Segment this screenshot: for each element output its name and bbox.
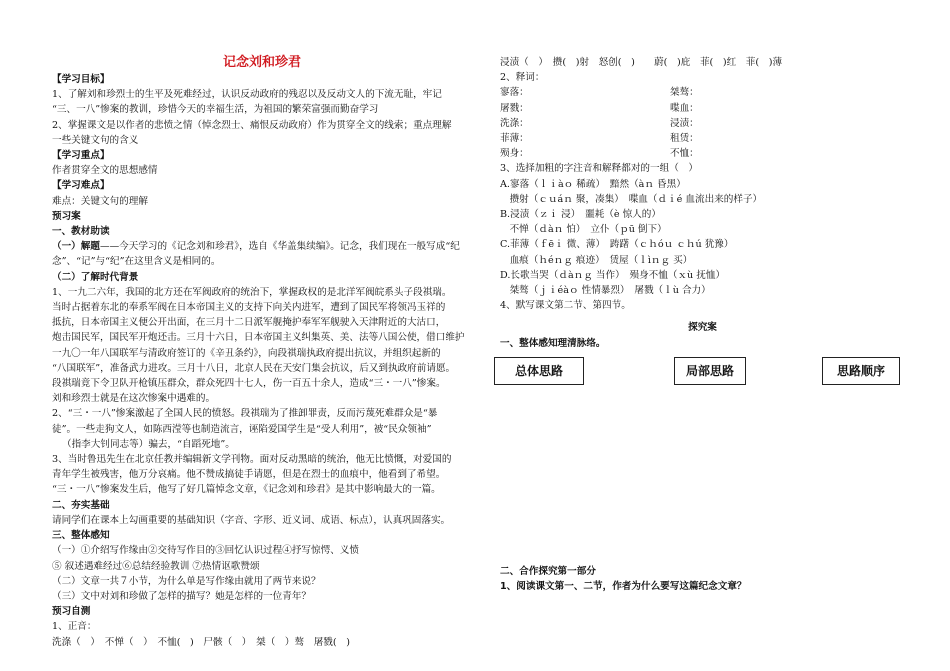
background-line: （指李大钊同志等）骗去，“自蹈死地”。 [62, 438, 235, 450]
title-explanation [52, 239, 472, 254]
right-column [500, 0, 905, 594]
background-line: “三・一八”惨案发生后，他写了好几篇悼念文章，《记念刘和珍君》是其中影响最大的一篇。 [52, 484, 441, 496]
thought-boxes [500, 357, 905, 397]
pronunciation-line: 洗涤（ ） 不惮（ ） 不恤( ) 尸骸（ ） 桀（ ）骜 屠戮( ) [52, 636, 350, 648]
page-title: 记念刘和珍君 [222, 55, 301, 70]
pronunciation-line-2: 浸渍（ ） 攒( )射 怒创( ) 蔚( )庇 菲( )红 菲( )薄 [500, 57, 783, 68]
heading-overview: 三、整体感知 [52, 530, 110, 542]
background-line: 当时占据着东北的奉系军阀在日本帝国主义的支持下向关内进军，遭到了国民军将领冯玉祥的 [52, 302, 446, 314]
background-line: “八国联军”，准备武力进攻。三月十八日，北京人民在天安门集会抗议，后又到执政府前请愿。 [52, 362, 456, 374]
pronunciation-label: 1、正音： [52, 621, 97, 633]
box-local-idea: 局部思路 [674, 357, 746, 385]
heading-key: 【学习重点】 [52, 150, 110, 162]
difficulty-point: 难点：关键文句的理解 [52, 195, 148, 207]
box-overall-idea: 总体思路 [494, 357, 584, 385]
background-line: 2、“三・一八”惨案激起了全国人民的愤怒。段祺瑞为了推卸罪责，反而污蔑死难群众是“暴 [52, 408, 438, 420]
goal-2a: 2、掌握课文是以作者的悲愤之情（悼念烈士、痛恨反动政府）作为贯穿全文的线索；重点理解 [52, 119, 452, 131]
overview-line: （一）①介绍写作缘由②交待写作目的③回忆认识过程④抒写惊愕、义愤 [52, 545, 359, 557]
background-line: 3、当时鲁迅先生在北京任教并编辑新文学刊物。面对反动黑暗的统治，他无比愤慨，对爱国的 [52, 454, 452, 466]
choice-option: A.寥落（ｌｉàｏ 稀疏） 黯然（àｎ 昏黑） [500, 178, 686, 190]
explanation-text: ——今天学习的《记念刘和珍君》，选自《华盖集续编》。记念，我们现在一般写成“纪 [99, 241, 460, 253]
explanation-continued: 念”、“记”与“纪”在这里含义是相同的。 [52, 256, 221, 268]
background-line: 徒”。一些走狗文人，如陈西滢等也制造流言，诬陷爱国学生是“受人利用”，被“民众领袖” [52, 423, 432, 435]
box-idea-order: 思路顺序 [822, 357, 900, 385]
term-list [500, 85, 905, 161]
choice-option: B.浸渍（ｚｉ 浸） 噩耗（è 惊人的） [500, 209, 661, 221]
choice-question: 3、选择加粗的字注音和解释都对的一组（ ） [500, 163, 698, 175]
key-point: 作者贯穿全文的思想感情 [52, 165, 158, 177]
background-line: 段祺瑞竟下令卫队开枪镇压群众，群众死四十七人，伤一百五十余人，造成“三・一八”惨案。 [52, 378, 446, 390]
choice-option: 血痕（ｈéｎｇ 痕迹） 赁屋（ｌìｎｇ 买） [500, 254, 693, 266]
goal-1a: 1、了解刘和珍烈士的生平及死难经过，认识反动政府的残忍以及反动文人的下流无耻，牢记 [52, 89, 442, 101]
choice-option: C.菲薄（ｆēｉ 微、薄） 踌躇（ｃｈóｕ ｃｈú 犹豫） [500, 239, 734, 251]
background-line: 青年学生被残害，他万分哀痛。他不赞成搞徒手请愿，但是在烈士的血痕中，他看到了希望。 [52, 469, 446, 481]
heading-explore-1: 一、整体感知理清脉络。 [500, 337, 606, 349]
heading-basics: 二、夯实基础 [52, 499, 110, 511]
choice-option: 桀骜（ｊｉéàｏ 性情暴烈） 屠戮（ｌù 合力） [500, 285, 711, 297]
background-line: 1、一九二六年，我国的北方还在军阀政府的统治下，掌握政权的是北洋军阀皖系头子段祺瑞。 [52, 286, 452, 298]
left-column [52, 0, 472, 650]
goal-2b: 一些关键文句的含义 [52, 134, 139, 146]
choice-option: D.长歌当哭（ｄàｎｇ 当作） 殒身不恤（ｘù 抚恤） [500, 269, 726, 281]
term-item: 洗涤： [500, 117, 529, 129]
background-line: 刘和珍烈士就是在这次惨案中遇难的。 [52, 393, 216, 405]
heading-difficulty: 【学习难点】 [52, 180, 110, 192]
heading-explore: 探究案 [688, 322, 717, 334]
explore-question-1: 1、阅读课文第一、二节，作者为什么要写这篇纪念文章？ [500, 581, 747, 593]
term-item: 浸渍： [670, 117, 699, 129]
background-line: 一九〇一年八国联军与清政府签订的《辛丑条约》，向段祺瑞执政府提出抗议，并组织起新的 [52, 347, 441, 359]
background-line: 炮击国民军，国民军开炮还击。三月十六日，日本帝国主义纠集英、美、法等八国公使，借口维护 [52, 332, 465, 344]
term-item: 租赁： [670, 133, 699, 145]
heading-preview: 预习案 [52, 210, 81, 222]
choice-option: 攒射（ｃｕáｎ 聚，凑集） 喋血（ｄｉé 血流出来的样子） [500, 193, 763, 205]
word-explain-label: 2、释词： [500, 72, 545, 84]
heading-explore-2: 二、合作探究第一部分 [500, 565, 596, 577]
term-item: 桀骜： [670, 87, 699, 99]
term-item: 殒身： [500, 148, 529, 160]
term-item: 屠戮： [500, 102, 529, 114]
basics-text: 请同学们在课本上勾画重要的基础知识（字音、字形、近义词、成语、标点），认真巩固落实。 [52, 514, 451, 526]
heading-goals: 【学习目标】 [52, 74, 110, 85]
explanation-label: （一）解题 [52, 241, 100, 253]
heading-section-1: 一、教材助读 [52, 226, 110, 238]
dictation-task: 4、默写课文第二节、第四节。 [500, 300, 631, 312]
term-item: 不恤： [670, 148, 699, 160]
heading-self-test: 预习自测 [52, 606, 91, 618]
background-line: 抵抗，日本帝国主义便公开出面，在三月十二日派军舰掩护奉军军舰驶入天津附近的大沽口， [52, 317, 446, 329]
term-item: 菲薄： [500, 133, 529, 145]
overview-line: ⑤ 叙述遇难经过⑥总结经验教训 ⑦热情讴歌赞颂 [52, 560, 260, 572]
overview-line: （三）文中对刘和珍做了怎样的描写？她是怎样的一位青年？ [52, 590, 312, 602]
overview-line: （二）文章一共７小节，为什么单是写作缘由就用了两节来说？ [52, 575, 321, 587]
goal-1b: “三、一八”惨案的教训，珍惜今天的幸福生活，为祖国的繁荣富强而勤奋学习 [52, 104, 379, 116]
choice-option: 不惮（ｄàｎ 怕） 立仆（ｐū 倒下） [500, 224, 667, 236]
term-item: 寥落： [500, 87, 529, 99]
heading-background: （二）了解时代背景 [52, 271, 139, 283]
term-item: 喋血： [670, 102, 699, 114]
